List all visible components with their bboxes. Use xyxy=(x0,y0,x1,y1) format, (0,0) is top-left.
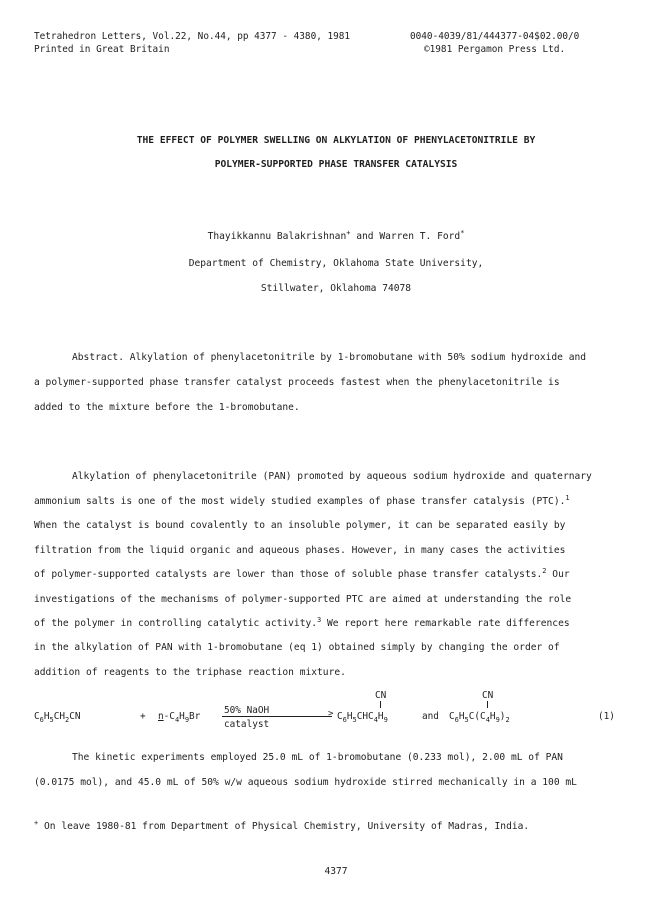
body-line: in the alkylation of PAN with 1-bromobutane (eq 1) obtained simply by changing the order of xyxy=(34,642,560,653)
title-line-2: POLYMER-SUPPORTED PHASE TRANSFER CATALYSIS xyxy=(214,159,458,170)
reference-mark: 2 xyxy=(542,567,547,575)
body-line: Alkylation of phenylacetonitrile (PAN) promoted by aqueous sodium hydroxide and quaternary xyxy=(72,471,592,482)
author-ford: and Warren T. Ford xyxy=(350,231,461,242)
and-word: and xyxy=(422,711,439,722)
authors xyxy=(0,231,672,242)
cn-bond xyxy=(380,701,381,708)
body-line: filtration from the liquid organic and aqueous phases. However, in many cases the activities xyxy=(34,545,566,556)
abstract-line: added to the mixture before the 1-bromobutane. xyxy=(34,402,300,413)
cn-bond xyxy=(487,701,488,708)
body-text: We report here remarkable rate differences xyxy=(321,618,570,629)
reagent-label: 50% NaOH xyxy=(224,705,270,716)
n-prefix: n xyxy=(158,711,164,722)
author-mark-plus: + xyxy=(346,229,351,237)
body-text: of the polymer in controlling catalytic activity. xyxy=(34,618,318,629)
product-monoalkyl: $C_6H_5CHC_4H_9$ xyxy=(337,711,388,724)
journal-citation: Tetrahedron Letters, Vol.22, No.44, pp 4377 - 4380, 1981 xyxy=(34,31,351,42)
affiliation-dept: Department of Chemistry, Oklahoma State University, xyxy=(188,258,484,269)
body-line: (0.0175 mol), and 45.0 mL of 50% w/w aqueous sodium hydroxide stirred mechanically in a 100 mL xyxy=(34,777,577,788)
footnote xyxy=(34,821,529,832)
body-line: addition of reagents to the triphase reaction mixture. xyxy=(34,667,346,678)
reactant-bromobutane: $n-C_4H_9Br$ xyxy=(158,711,201,724)
footnote-mark: + xyxy=(34,819,39,827)
title-line-1: THE EFFECT OF POLYMER SWELLING ON ALKYLATION OF PHENYLACETONITRILE BY xyxy=(136,135,536,146)
article-code: 0040-4039/81/444377-04$02.00/0 xyxy=(410,31,580,42)
page-number: 4377 xyxy=(324,866,348,877)
printed-in: Printed in Great Britain xyxy=(34,44,170,55)
body-line xyxy=(34,618,570,629)
copyright: ©1981 Pergamon Press Ltd. xyxy=(424,44,566,55)
body-text: ammonium salts is one of the most widely studied examples of phase transfer catalysis (PTC). xyxy=(34,496,566,507)
equation-number: (1) xyxy=(598,711,615,722)
author-balakrishnan: Thayikkannu Balakrishnan xyxy=(207,231,347,242)
abstract-line: a polymer-supported phase transfer catalyst proceeds fastest when the phenylacetonitrile is xyxy=(34,377,560,388)
footnote-text: On leave 1980-81 from Department of Physical Chemistry, University of Madras, India. xyxy=(38,821,530,832)
abstract-line: Abstract. Alkylation of phenylacetonitrile by 1-bromobutane with 50% sodium hydroxide and xyxy=(72,352,587,363)
catalyst-label: catalyst xyxy=(224,719,270,730)
cn-label-monoalkyl: CN xyxy=(375,690,387,701)
body-line: When the catalyst is bound covalently to an insoluble polymer, it can be separated easily by xyxy=(34,520,566,531)
reactant-pan: $C_6H_5CH_2CN$ xyxy=(34,711,81,724)
body-line: investigations of the mechanisms of polymer-supported PTC are aimed at understanding the role xyxy=(34,594,572,605)
cn-label-dialkyl: CN xyxy=(482,690,494,701)
reaction-arrow-line xyxy=(222,716,332,717)
body-text: of polymer-supported catalysts are lower than those of soluble phase transfer catalysts. xyxy=(34,569,543,580)
body-line: The kinetic experiments employed 25.0 mL of 1-bromobutane (0.233 mol), 2.00 mL of PAN xyxy=(72,752,563,763)
body-line xyxy=(34,496,570,507)
product-dialkyl: $C_6H_5C(C_4H_9)_2$ xyxy=(449,711,510,724)
author-mark-star: * xyxy=(460,229,465,237)
reference-mark: 3 xyxy=(317,616,322,624)
affiliation-city: Stillwater, Oklahoma 74078 xyxy=(260,283,412,294)
body-text: Our xyxy=(546,569,570,580)
plus-sign: + xyxy=(140,711,146,722)
body-line xyxy=(34,569,570,580)
reference-mark: 1 xyxy=(565,494,570,502)
reaction-arrow-head: > xyxy=(328,709,334,719)
